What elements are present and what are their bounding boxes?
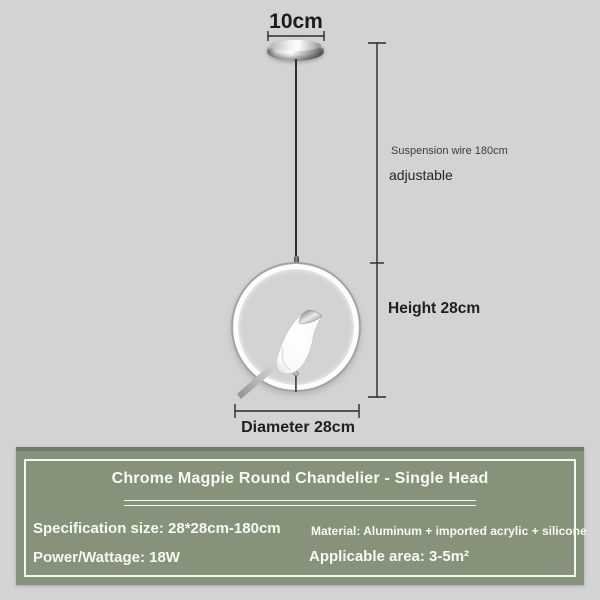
bird-tail: [237, 360, 280, 399]
product-title: Chrome Magpie Round Chandelier - Single Head: [111, 470, 489, 487]
spec-size-text: Specification size: 28*28cm-180cm: [33, 520, 281, 537]
diameter-label: Diameter 28cm: [241, 419, 355, 436]
suspension-wire: [295, 59, 297, 260]
vertical-dimension-line: [360, 38, 400, 403]
spec-power-text: Power/Wattage: 18W: [33, 549, 180, 566]
spec-material-text: Material: Aluminum + imported acrylic + silicone: [311, 524, 587, 538]
magpie-bird-figure: [225, 302, 330, 402]
canopy-top-face: [270, 40, 321, 51]
diameter-dimension-line: [230, 402, 366, 420]
title-divider: [124, 500, 476, 506]
ceiling-canopy: [267, 40, 324, 61]
spec-area-text: Applicable area: 3-5m²: [309, 548, 470, 565]
info-panel: [16, 447, 587, 585]
suspension-wire-label-line1: Suspension wire 180cm: [391, 145, 508, 157]
suspension-wire-label-line2: adjustable: [389, 167, 453, 183]
canopy-width-label: 10cm: [269, 10, 323, 33]
height-label: Height 28cm: [388, 300, 481, 317]
